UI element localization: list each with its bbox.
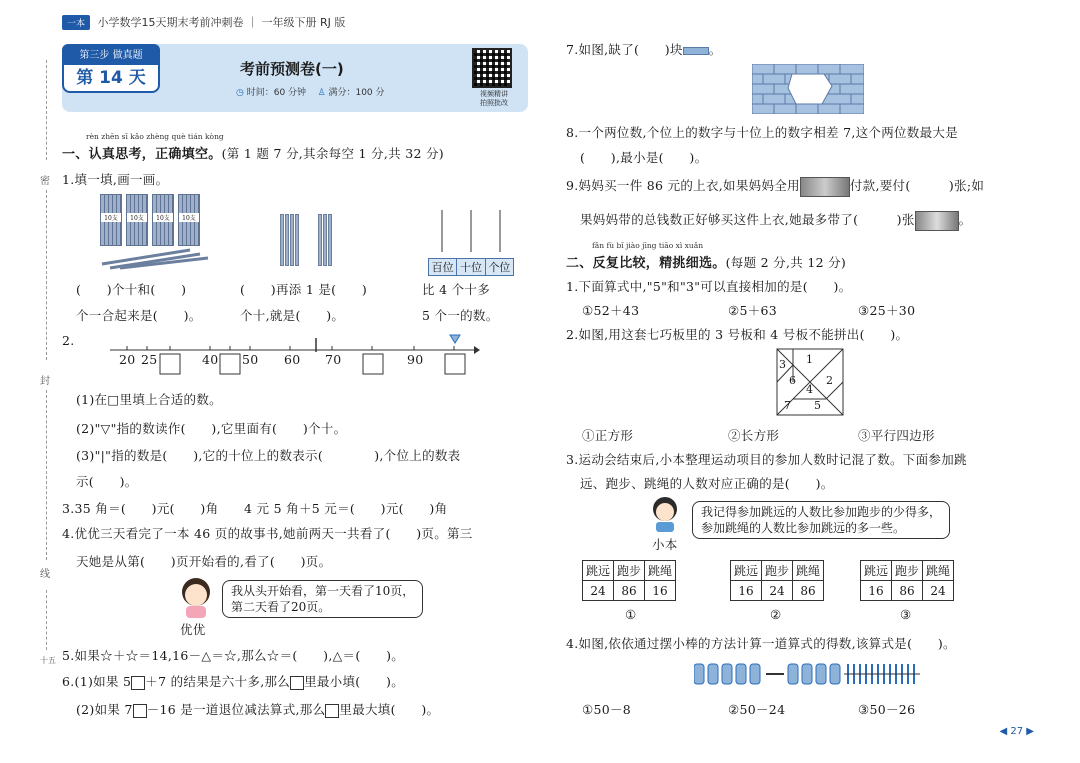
bundle: 10支	[178, 194, 200, 246]
abacus-base: 百位 十位 个位	[428, 258, 514, 276]
tangram-label: 6	[789, 374, 796, 387]
bundle: 10支	[126, 194, 148, 246]
q6-part2: (2)如果 7 －16 是一道退位减法算式,那么 里最大填( )。	[76, 702, 440, 717]
xiaoben-name: 小本	[652, 537, 678, 552]
option-table-2[interactable]: 跳远 跑步 跳绳 16 24 86	[730, 560, 824, 601]
prev-page-icon[interactable]: ◀	[999, 726, 1008, 737]
youyou-speech-bubble: 我从头开始看，第一天看了10页， 第二天看了20页。	[222, 580, 423, 618]
ten-rods	[280, 214, 333, 270]
bundle: 10支	[152, 194, 174, 246]
s2q1-option[interactable]: ③25＋30	[858, 303, 916, 318]
q1-c-line2: 5 个一的数。	[422, 308, 499, 323]
q5-text: 5.如果☆＋☆＝14,16－△＝☆,那么☆＝( ),△＝( )。	[62, 648, 405, 663]
s2q2-stem: 2.如图,用这套七巧板里的 3 号板和 4 号板不能拼出( )。	[566, 327, 909, 342]
section-2-heading: 二、反复比较，精挑细选。(每题 2 分,共 12 分)	[566, 255, 847, 271]
clock-icon: ◷	[236, 88, 244, 98]
binding-line	[46, 190, 47, 360]
table-label: ②	[770, 607, 782, 622]
seal-mark: 密	[40, 176, 50, 187]
brick-icon	[683, 47, 709, 55]
boy-xiaoben-illustration	[650, 496, 680, 532]
table-label: ①	[625, 607, 637, 622]
day-badge	[62, 44, 160, 94]
q4-line1: 4.优优三天看完了一本 46 页的故事书,她前两天一共看了( )页。第三	[62, 526, 473, 541]
banknote-icon	[800, 177, 850, 197]
page-number: ◀ 27 ▶	[999, 726, 1034, 737]
next-page-icon[interactable]: ▶	[1026, 726, 1034, 737]
person-icon: ♙	[317, 88, 326, 98]
binding-line	[46, 590, 47, 650]
running-header: 一本 小学数学15天期末考前冲刺卷 ｜ 一年级下册 RJ 版	[62, 14, 345, 30]
digit-box[interactable]	[325, 704, 339, 718]
digit-box[interactable]	[131, 676, 145, 690]
tick-label: 40	[202, 352, 219, 367]
publisher-logo: 一本	[62, 15, 90, 30]
s2q1-stem: 1.下面算式中,"5"和"3"可以直接相加的是( )。	[566, 279, 852, 294]
day-label: 第 14 天	[62, 63, 160, 93]
stick-calculation	[694, 660, 926, 688]
q3-text: 3.35 角＝( )元( )角 4 元 5 角＋5 元＝( )元( )角	[62, 501, 448, 516]
s2q2-option[interactable]: ①正方形	[582, 428, 634, 443]
tangram-label: 5	[814, 399, 821, 412]
q8-line2: ( ),最小是( )。	[580, 150, 708, 165]
stick-bundles	[100, 194, 210, 274]
tangram-label: 2	[826, 374, 833, 387]
s2q1-option[interactable]: ②5＋63	[728, 303, 778, 318]
section-1-heading: 一、认真思考，正确填空。(第 1 题 7 分,其余每空 1 分,共 32 分)	[62, 146, 444, 162]
answer-box[interactable]	[363, 354, 383, 374]
tangram-label: 3	[779, 358, 786, 371]
q1-b-line2: 个十,就是( )。	[240, 308, 345, 323]
q2-part3-cont: 示( )。	[76, 474, 138, 489]
q9-line1: 9.妈妈买一件 86 元的上衣,如果妈妈全用 付款,要付( )张;如	[566, 176, 984, 197]
seal-mark: 封	[40, 376, 50, 387]
abacus	[428, 210, 518, 276]
paper-title: 考前预测卷(一)	[240, 60, 344, 78]
q8-line1: 8.一个两位数,个位上的数字与十位上的数字相差 7,这个两位数最大是	[566, 125, 959, 140]
tick-label: 20	[119, 352, 136, 367]
s2q1-option[interactable]: ①52＋43	[582, 303, 640, 318]
s2q4-option[interactable]: ③50－26	[858, 702, 916, 717]
q1-b-line1: ( )再添 1 是( )	[240, 282, 368, 297]
s2q4-option[interactable]: ②50－24	[728, 702, 786, 717]
answer-box[interactable]	[160, 354, 180, 374]
q1-stem: 1.填一填,画一画。	[62, 172, 169, 187]
triangle-marker	[450, 335, 460, 343]
section-pinyin: rèn zhēn sī kǎo zhèng què tián kòng	[86, 132, 224, 141]
section-pinyin: fǎn fù bǐ jiào jīng tiāo xì xuǎn	[592, 241, 704, 250]
option-table-3[interactable]: 跳远 跑步 跳绳 16 86 24	[860, 560, 954, 601]
step-label: 第三步 做真题	[62, 44, 160, 63]
time-limit: 时间：60 分钟	[246, 88, 307, 98]
answer-box[interactable]	[220, 354, 240, 374]
s2q4-stem: 4.如图,依依通过摆小棒的方法计算一道算式的得数,该算式是( )。	[566, 636, 956, 651]
bundle: 10支	[100, 194, 122, 246]
paper-info	[236, 85, 385, 98]
qr-caption: 视频精讲 拍照批改	[480, 90, 508, 107]
s2q4-option[interactable]: ①50－8	[582, 702, 632, 717]
grade-label: 一年级下册 RJ 版	[261, 16, 346, 29]
tangram-label: 7	[784, 399, 791, 412]
banknote-icon	[915, 211, 959, 231]
tick-label: 50	[242, 352, 259, 367]
digit-box[interactable]	[290, 676, 304, 690]
answer-box[interactable]	[445, 354, 465, 374]
full-score: 满分：100 分	[328, 88, 385, 98]
q1-a-line2: 个一合起来是( )。	[76, 308, 202, 323]
series-title: 小学数学15天期末考前冲刺卷	[97, 16, 244, 29]
q2-part3: (3)"|"指的数是( ),它的十位上的数表示( ),个位上的数表	[76, 448, 461, 463]
girl-youyou-illustration	[176, 574, 216, 618]
binding-line	[46, 60, 47, 160]
tick-label: 60	[284, 352, 301, 367]
q7-text: 7.如图,缺了( )块 。	[566, 42, 722, 57]
seal-mark: 十五	[40, 656, 56, 665]
table-label: ③	[900, 607, 912, 622]
q1-a-line1: ( )个十和( )	[76, 282, 187, 297]
abacus-rods	[428, 210, 518, 254]
q6-part1: 6.(1)如果 5 ＋7 的结果是六十多,那么 里最小填( )。	[62, 674, 405, 689]
q9-line2: 果妈妈带的总钱数正好够买这件上衣,她最多带了( )张 。	[580, 210, 971, 231]
q2-part1: (1)在□里填上合适的数。	[76, 392, 222, 407]
q1-c-line1: 比 4 个十多	[422, 282, 490, 297]
xiaoben-speech-bubble: 我记得参加跳远的人数比参加跑步的少得多， 参加跳绳的人数比参加跳远的多一些。	[692, 501, 950, 539]
brick-wall	[752, 64, 864, 114]
digit-box[interactable]	[133, 704, 147, 718]
tangram-label: 4	[806, 383, 813, 396]
tick-label: 25	[141, 352, 158, 367]
q2-stem: 2.	[62, 333, 75, 348]
loose-sticks	[100, 246, 210, 270]
s2q2-option[interactable]: ③平行四边形	[858, 428, 935, 443]
option-table-1[interactable]: 跳远 跑步 跳绳 24 86 16	[582, 560, 676, 601]
qr-code[interactable]	[472, 48, 512, 88]
s2q3-line1: 3.运动会结束后,小本整理运动项目的参加人数时记混了数。下面参加跳	[566, 452, 967, 467]
youyou-name: 优优	[180, 622, 206, 637]
tangram-label: 1	[806, 353, 813, 366]
s2q2-option[interactable]: ②长方形	[728, 428, 780, 443]
seal-mark: 线	[40, 569, 50, 580]
s2q3-line2: 远、跑步、跳绳的人数对应正确的是( )。	[580, 476, 834, 491]
binding-line	[46, 390, 47, 560]
tick-label: 70	[325, 352, 342, 367]
q4-line2: 天她是从第( )页开始看的,看了( )页。	[76, 554, 332, 569]
q2-part2: (2)"▽"指的数读作( ),它里面有( )个十。	[76, 421, 347, 436]
tick-label: 90	[407, 352, 424, 367]
